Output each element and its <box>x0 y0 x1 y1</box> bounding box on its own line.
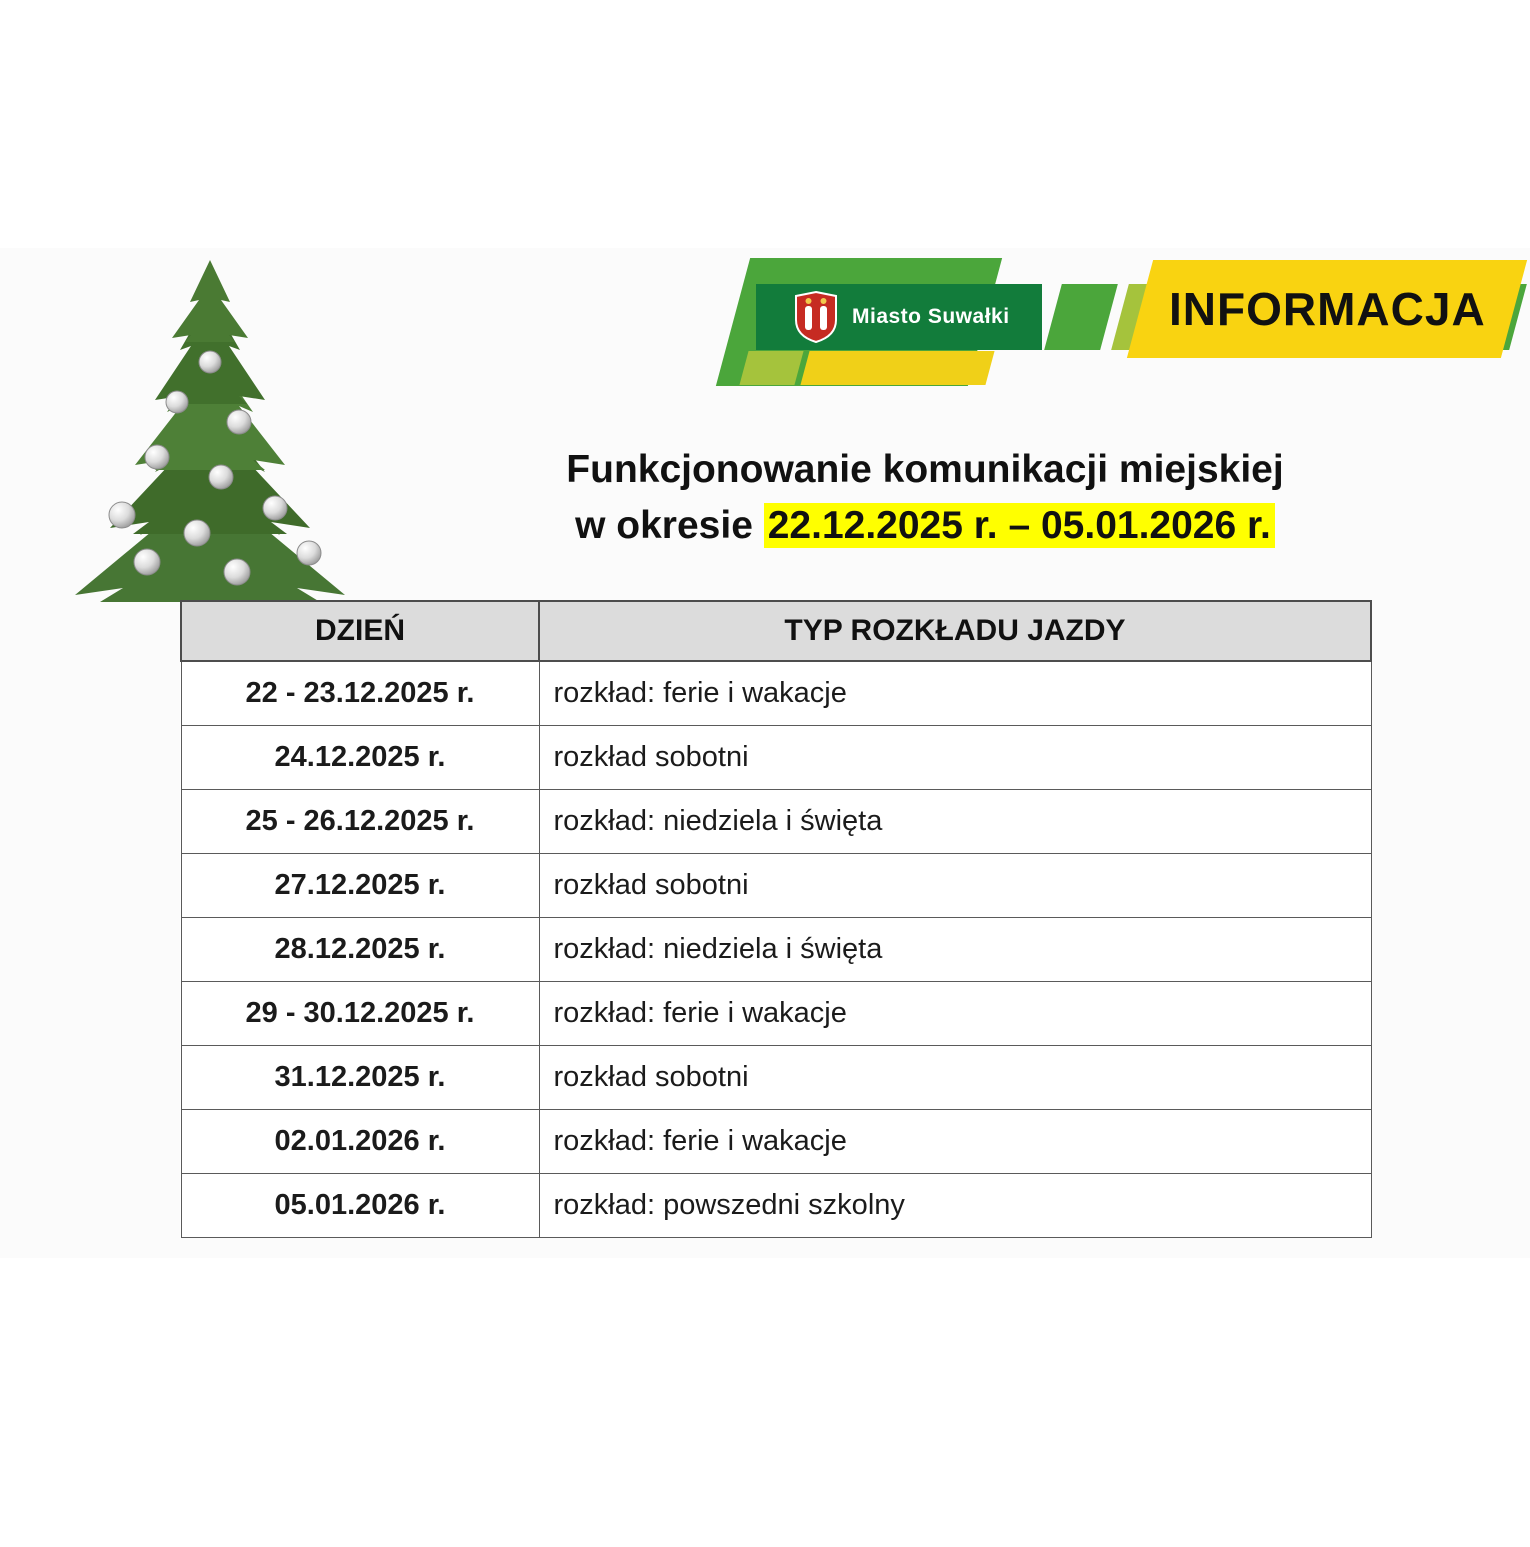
title-line1: Funkcjonowanie komunikacji miejskiej <box>566 448 1284 491</box>
header-day: DZIEŃ <box>181 601 539 661</box>
schedule-cell: rozkład: ferie i wakacje <box>539 1109 1371 1173</box>
title-line2-prefix: w okresie <box>575 504 764 547</box>
schedule-cell: rozkład: ferie i wakacje <box>539 981 1371 1045</box>
table-header-row <box>181 601 1371 661</box>
city-logo-label: Miasto Suwałki <box>852 305 1010 328</box>
informacja-label: INFORMACJA <box>1168 283 1486 335</box>
schedule-cell: rozkład: powszedni szkolny <box>539 1173 1371 1237</box>
banner-lime-strip <box>739 351 803 385</box>
table-row <box>181 661 1371 725</box>
schedule-cell: rozkład: ferie i wakacje <box>539 661 1371 725</box>
table-row <box>181 1045 1371 1109</box>
table-row <box>181 1173 1371 1237</box>
schedule-cell: rozkład sobotni <box>539 853 1371 917</box>
schedule-table <box>180 600 1372 1238</box>
table-row <box>181 725 1371 789</box>
title-line2 <box>420 498 1430 554</box>
header-schedule-type: TYP ROZKŁADU JAZDY <box>539 601 1371 661</box>
city-logo <box>756 284 1042 350</box>
suwalki-crest-icon <box>794 290 838 344</box>
day-cell: 25 - 26.12.2025 r. <box>181 789 539 853</box>
banner-yellow-strip <box>800 351 994 385</box>
table-row <box>181 1109 1371 1173</box>
page-title <box>420 442 1430 554</box>
banner-green-slash <box>1044 284 1118 350</box>
day-cell: 05.01.2026 r. <box>181 1173 539 1237</box>
day-cell: 02.01.2026 r. <box>181 1109 539 1173</box>
informacja-banner <box>1127 260 1527 358</box>
day-cell: 31.12.2025 r. <box>181 1045 539 1109</box>
schedule-cell: rozkład sobotni <box>539 1045 1371 1109</box>
schedule-cell: rozkład: niedziela i święta <box>539 789 1371 853</box>
day-cell: 29 - 30.12.2025 r. <box>181 981 539 1045</box>
title-date-highlight: 22.12.2025 r. – 05.01.2026 r. <box>764 503 1275 548</box>
schedule-cell: rozkład: niedziela i święta <box>539 917 1371 981</box>
day-cell: 24.12.2025 r. <box>181 725 539 789</box>
header-banner <box>0 0 1530 400</box>
day-cell: 22 - 23.12.2025 r. <box>181 661 539 725</box>
day-cell: 27.12.2025 r. <box>181 853 539 917</box>
schedule-cell: rozkład sobotni <box>539 725 1371 789</box>
table-row <box>181 853 1371 917</box>
table-row <box>181 917 1371 981</box>
day-cell: 28.12.2025 r. <box>181 917 539 981</box>
table-row <box>181 789 1371 853</box>
table-row <box>181 981 1371 1045</box>
